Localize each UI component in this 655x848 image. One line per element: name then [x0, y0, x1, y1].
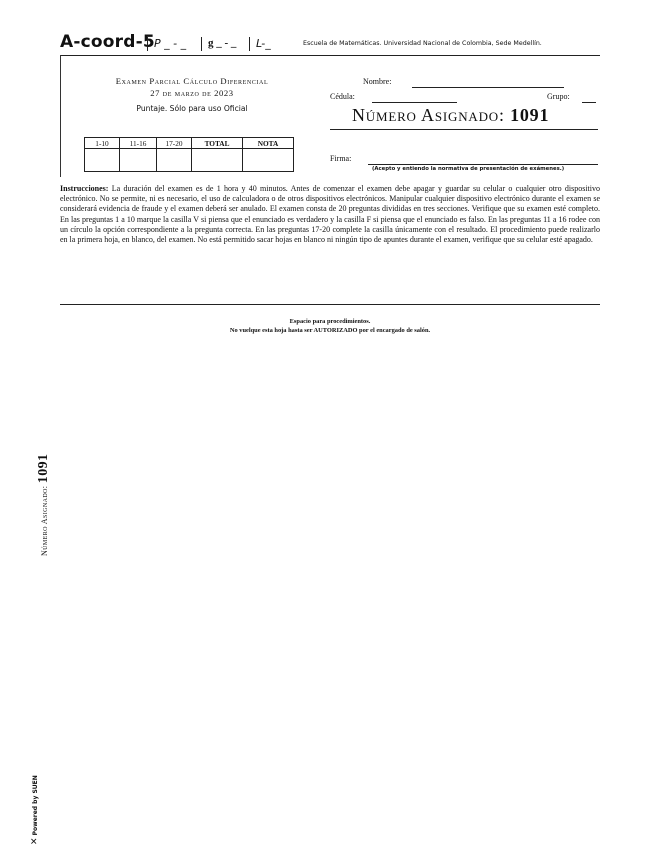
- grades-header-total: TOTAL: [192, 138, 243, 149]
- instructions-divider: [60, 304, 600, 305]
- procedures-warning: No vuelque esta hoja hasta ser AUTORIZADO por el encargado de salón.: [229, 327, 431, 334]
- suen-logo: [30, 775, 40, 845]
- cedula-field[interactable]: [372, 101, 457, 103]
- procedures-title: Espacio para procedimientos.: [289, 318, 371, 325]
- logo-mark-icon: ✕: [30, 837, 40, 845]
- grades-cell[interactable]: [243, 149, 294, 172]
- side-value: 1091: [36, 453, 51, 484]
- grades-header-3: 17-20: [157, 138, 192, 149]
- g-field: g _ - _: [201, 37, 236, 51]
- grades-header-2: 11-16: [120, 138, 157, 149]
- left-margin-line: [60, 55, 61, 177]
- grades-header-nota: NOTA: [243, 138, 294, 149]
- grades-header-1: 1-10: [85, 138, 120, 149]
- numero-label: Número Asignado:: [352, 105, 505, 125]
- numero-value: 1091: [510, 105, 550, 125]
- nombre-label: Nombre:: [363, 77, 392, 86]
- grades-cell[interactable]: [157, 149, 192, 172]
- grades-cell[interactable]: [120, 149, 157, 172]
- grupo-label: Grupo:: [547, 92, 570, 101]
- firma-field[interactable]: [368, 163, 598, 165]
- logo-text: Powered by SUEN: [32, 775, 39, 836]
- numero-underline: [330, 129, 598, 130]
- grupo-field[interactable]: [582, 101, 596, 103]
- side-numero-asignado: [36, 454, 52, 556]
- p-field: P _ - _: [147, 37, 186, 51]
- exam-date: 27 de marzo de 2023: [150, 88, 234, 98]
- puntaje-note: Puntaje. Sólo para uso Oficial: [136, 104, 248, 113]
- grades-cell[interactable]: [192, 149, 243, 172]
- l-field: L-_: [249, 37, 271, 51]
- nombre-field[interactable]: [412, 86, 564, 88]
- numero-asignado: [352, 105, 549, 126]
- exam-code: A-coord-5: [60, 32, 155, 52]
- instructions-text: La duración del examen es de 1 hora y 40 minutos. Antes de comenzar el examen debe apagar y guardar su celular o cualquier otro dispositivo electrónico. No se permite, ni es necesario, el uso de calculadora o de otros dispositivos electrónicos. Manipular cualquier dispositivo electrónico durante el examen se considerará evidencia de fraude y el examen deberá ser anulado. El examen consta de 20 preguntas divididas en tres secciones. Verifique que su examen esté completo. En las preguntas 1 a 10 marque la casilla V si piensa que el enunciado es verdadero y la casilla F si piensa que el enunciado es falso. En las preguntas 11 a 16 rodee con un círculo la opción correspondiente a la pregunta correcta. En las preguntas 17-20 complete la casilla únicamente con el resultado. El procedimiento puede realizarlo en la primera hoja, en blanco, del examen. No está permitido sacar hojas en blanco ni ningún tipo de apuntes durante el examen, verifique que su celular esté apagado.: [60, 184, 600, 245]
- school-name: Escuela de Matemáticas. Universidad Nacional de Colombia, Sede Medellín.: [303, 40, 542, 47]
- firma-note: (Acepto y entiendo la normativa de presentación de exámenes.): [372, 166, 565, 172]
- exam-title: Examen Parcial Cálculo Diferencial: [115, 76, 269, 86]
- grades-table: [84, 137, 294, 172]
- instructions: [60, 184, 600, 245]
- header-divider: [60, 55, 600, 56]
- firma-label: Firma:: [330, 154, 352, 163]
- grades-cell[interactable]: [85, 149, 120, 172]
- cedula-label: Cédula:: [330, 92, 355, 101]
- side-label: Número Asignado:: [40, 485, 49, 556]
- instructions-label: Instrucciones:: [60, 184, 109, 193]
